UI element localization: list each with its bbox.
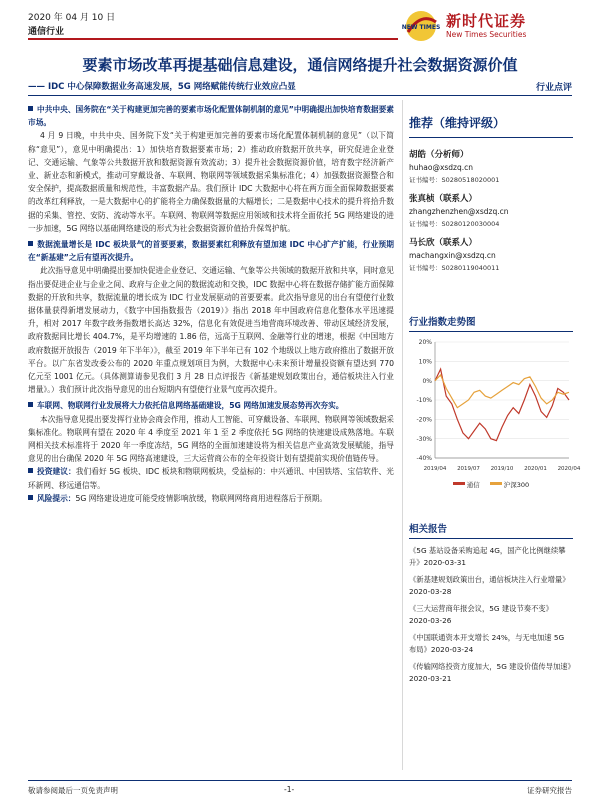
brand-logo (402, 8, 577, 44)
bullet-marker-icon (28, 495, 33, 500)
related-report-link[interactable]: 《三大运营商年报会议，5G 建设节奏不变》2020-03-26 (409, 604, 553, 625)
legend-item: 沪深300 (490, 480, 529, 489)
related-report-link[interactable]: 《传输网络投资方度加大，5G 建设价值传导加速》2020-03-21 (409, 662, 575, 683)
page-title: 要素市场改革再提基础信息建设，通信网络提升社会数据资源价值 (82, 56, 518, 74)
x-tick-label: 2019/10 (490, 466, 514, 472)
bullet-marker-icon (28, 402, 33, 407)
legend-swatch (453, 482, 465, 485)
brand-name-en: New Times Securities (446, 30, 527, 39)
title-divider (28, 95, 572, 96)
paragraph-2: 此次指导意见中明确提出要加快促进企业登记、交通运输、气象等公共领域的数据开放和共享，同时意见指出要促进企业与企业之间、政府与企业之间的数据流动和交换，IDC 数据中心将在数据存储扩能方面保障数据的开放和共享，数据流量的增长成为 IDC 行业发展驱动的首要要素。此次指导意见的出台有望使行业数据体量获得新增发展动力，《数字中国指数报告（2019）》指出 2018 年中国政府信息化整体水平迅速提升，相对 2017 年数字政务指数增长高达 32%，信息化有效促进当地营商环境改善、带动区域经济发展，政府数据同比增长 404.7%，是平均增速的 1.86 倍，远高于互联网、金融等行业的增速，根据《中国地方政府数据开放报告（2019 年下半年）》，截至 2019 年下半年已有 102 个地级以上地方政府推出了数据开放平台。以广东省发改委公布的 2020 年重点规划项目为例，大数据中心未来预计增量投资额有望达到 770 亿元至 1001 亿元。（具体测算请参见我们 3 月 28 日点评报告《新基建规划政策出台，通信板块注入行业增量》。）我们预计此次指导意见的出台短期内有望使行业景气度再次提升。 (28, 266, 394, 395)
brand-logo-mark (402, 8, 440, 44)
related-report-link[interactable]: 《中国联通资本开支增长 24%，与无电加速 5G 布局》2020-03-24 (409, 633, 565, 654)
report-sector: 通信行业 (28, 27, 65, 37)
related-heading-divider (409, 538, 573, 539)
analyst-name: 张真桢（联系人） (409, 194, 478, 204)
header-divider (28, 38, 398, 40)
analyst-list (409, 148, 572, 272)
analyst-email[interactable]: zhangzhenzhen@xsdzq.cn (409, 207, 509, 216)
page-number: -1- (284, 785, 295, 794)
analyst-cert: 证书编号：S0280119040011 (409, 264, 500, 272)
footer-divider (28, 780, 572, 781)
x-tick-label: 2020/04 (557, 466, 581, 472)
footer-label: 证券研究报告 (527, 786, 572, 795)
y-tick-label: -40% (416, 455, 432, 463)
y-tick-label: 0% (422, 377, 432, 385)
paragraph-3: 本次指导意见提出要发挥行业协会商会作用，推动人工智能、可穿戴设备、车联网、物联网等领域数据采集标准化。物联网有望在 2020 年 4 季度至 2021 年 1 至 2 季度依托 5G 网络的快速建设成熟落地。车联网相关技术标准将于 2020 年一季度冻结，5G 网络的全面加速建设将为相关信息产业高效发展赋能，指导意见的出台确保 2020 年 5G 网络高速建设，三大运营商公布的全年投资计划有望提前实现价值链传导。 (28, 414, 394, 464)
series-line-csi300 (435, 375, 569, 408)
y-tick-label: 20% (418, 339, 432, 347)
y-tick-label: -10% (416, 397, 432, 405)
related-reports (409, 521, 573, 684)
report-date: 2020 年 04 月 10 日 (28, 13, 116, 23)
sidebar (402, 100, 581, 770)
analyst-cert: 证书编号：S0280120030004 (409, 220, 500, 228)
bullet-marker-icon (28, 241, 33, 246)
related-heading: 相关报告 (409, 524, 448, 535)
page-subtitle: —— IDC 中心保障数据业务高速发展，5G 网络赋能传统行业效应凸显 (28, 82, 296, 92)
bullet-marker-icon (28, 468, 33, 473)
analyst-cert: 证书编号：S0280518020001 (409, 176, 500, 184)
y-tick-label: 10% (418, 358, 432, 366)
analyst-card (409, 236, 572, 272)
chart-heading: 行业指数走势图 (409, 317, 476, 328)
rating-divider (409, 137, 573, 138)
investment-advice: 投资建议：我们看好 5G 板块、IDC 板块和物联网板块，受益标的：中兴通讯、中国铁塔、宝信软件、光环新网、移远通信等。 (28, 467, 394, 490)
bullet-marker-icon (28, 106, 33, 111)
x-tick-label: 2020/01 (524, 466, 547, 472)
chart-heading-divider (409, 331, 573, 332)
disclaimer-note: 敬请参阅最后一页免责声明 (28, 786, 118, 795)
analyst-email[interactable]: huhao@xsdzq.cn (409, 163, 474, 172)
rating-label: 推荐（维持评级） (409, 116, 506, 130)
risk-warning: 风险提示：5G 网络建设进度可能受疫情影响放缓，物联网网络商用进程落后于预期。 (28, 492, 394, 505)
analyst-card (409, 192, 572, 228)
analyst-name: 胡皓（分析师） (409, 150, 469, 160)
report-type: 行业点评 (535, 83, 572, 93)
legend-swatch (490, 482, 502, 485)
paragraph-1: 4 月 9 日晚，中共中央、国务院下发“关于构建更加完善的要素市场化配置体制机制的意见”（以下简称“意见”），意见中明确提出：1）加快培育数据要素市场；2）推动政府数据开放共享，研究促进企业登记、交通运输、气象等公共数据开放和数据资源有效流动；3）提升社会数据资源价值，培育数字经济新产业、新业态和新模式，推动可穿戴设备、车联网、物联网等领域数据采集标准化；4）加强数据资源整合和安全保护，提高数据质量和规范性，丰富数据产品。我们预计 IDC 大数据中心将在两方面全面保障数据要素的改革红利释放，一是大数据中心的扩能将全力确保数据量的大幅增长；二是数据中心技术的提升将拾升数据的采集、管控、安防、流动等水平。车联网、物联网等数据应用领域和技术将全面依托 5G 网络建设的进一步加速，5G 网络以基础网络建设的形式为社会数据资源价值拾升保驾护航。 (28, 131, 394, 233)
index-chart-section (409, 314, 581, 489)
chart-legend (409, 480, 573, 489)
analyst-email[interactable]: machangxin@xsdzq.cn (409, 251, 496, 260)
x-tick-label: 2019/07 (457, 466, 480, 472)
bullet-heading-3: 车联网、物联网行业发展将大力依托信息网络基础建设，5G 网络加速发展态势再次夯实。 (28, 396, 394, 412)
related-report-link[interactable]: 《5G 基站设备采购追起 4G，国产化比例继续攀升》2020-03-31 (409, 546, 566, 567)
bullet-heading-2: 数据流量增长是 IDC 板块景气的首要要素，数据要素红利释放有望加速 IDC 中心扩产扩能，行业预期在“新基建”之后有望再次提升。 (28, 240, 394, 263)
index-trend-chart (409, 336, 581, 478)
analyst-card (409, 148, 572, 184)
bullet-heading-1: 中共中央、国务院在“关于构建更加完善的要素市场化配置体制机制的意见”中明确提出加快培育数据要素市场。 (28, 105, 394, 128)
y-tick-label: -20% (416, 416, 432, 424)
x-tick-label: 2019/04 (423, 466, 447, 472)
related-report-link[interactable]: 《新基建规划政策出台，通信板块注入行业增量》2020-03-28 (409, 575, 570, 596)
main-content (28, 100, 394, 770)
y-tick-label: -30% (416, 435, 432, 443)
brand-logo-mark-text: NEW TIMES (401, 24, 441, 31)
legend-item: 通信 (453, 480, 480, 489)
analyst-name: 马长欣（联系人） (409, 238, 478, 248)
brand-name-cn: 新时代证券 (446, 12, 527, 30)
